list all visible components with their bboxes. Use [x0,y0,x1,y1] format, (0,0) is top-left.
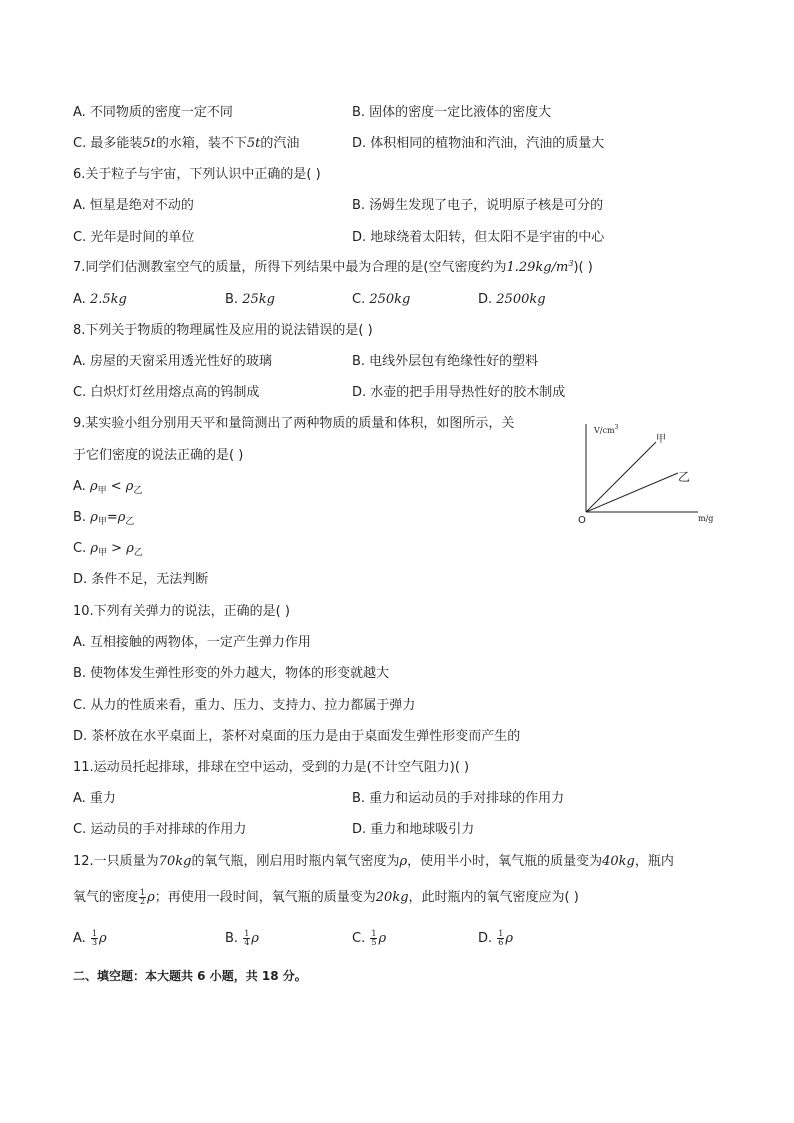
subscript-yi: 乙 [125,517,135,527]
denominator: 6 [498,938,504,947]
rho-symbol: ρ [251,931,259,946]
q7-option-d [478,291,546,309]
q12-stem-line1 [73,853,674,871]
q9-stem-line1: 9.某实验小组分别用天平和量筒测出了两种物质的质量和体积，如图所示，关 [73,416,515,431]
denominator: 4 [244,938,250,947]
denominator: 3 [91,938,98,947]
mass-20kg: 20kg [375,890,409,905]
q6-stem: 6.关于粒子与宇宙，下列认识中正确的是( ) [73,167,321,182]
label: B. [225,931,243,946]
label: A. [73,292,90,307]
q5-option-b: B. 固体的密度一定比液体的密度大 [352,105,552,120]
denominator: 5 [371,938,377,947]
rho-symbol: ρ [117,510,126,525]
math-5t: 5t [246,136,261,151]
rho-symbol: ρ [399,854,408,869]
x-axis-label: m/g [698,514,714,523]
text: 的水箱，装不下 [155,136,247,151]
q8-option-c: C. 白炽灯灯丝用熔点高的钨制成 [73,385,260,400]
q10-option-a: A. 互相接触的两物体，一定产生弹力作用 [73,635,311,650]
q10-option-d: D. 茶杯放在水平桌面上，茶杯对桌面的压力是由于桌面发生弹性形变而产生的 [73,729,521,744]
q7-option-b [225,291,275,309]
text: ，使用半小时，氧气瓶的质量变为 [407,854,603,869]
density-exponent: 3 [568,259,574,268]
rho-symbol: ρ [99,931,107,946]
label: D. [478,931,497,946]
q12-option-c [352,930,386,948]
label: A. [73,479,90,494]
text: 7.同学们估测教室空气的质量，所得下列结果中最为合理的是(空气密度约为 [73,260,507,275]
q11-stem: 11.运动员托起排球，排球在空中运动，受到的力是(不计空气阻力)( ) [73,760,470,775]
text: )( ) [573,260,593,275]
q8-option-a: A. 房屋的天窗采用透光性好的玻璃 [73,354,272,369]
line-jia [586,442,656,512]
q9-option-a [73,478,142,497]
fraction [497,930,504,947]
label: B. [73,510,91,525]
q10-stem: 10.下列有关弹力的说法，正确的是( ) [73,604,290,619]
q7-stem [73,259,593,278]
subscript-jia: 甲 [97,486,107,496]
rho-symbol: ρ [90,541,98,556]
text: ，此时瓶内的氧气密度应为( ) [408,890,579,905]
q6-option-b: B. 汤姆生发现了电子，说明原子核是可分的 [352,198,604,213]
q9-option-c [73,540,143,559]
y-axis-label: $V/cm^3$ [594,424,619,435]
q12-option-d [478,930,513,948]
denominator: 2 [140,897,146,906]
q11-option-a: A. 重力 [73,791,116,806]
q5-option-d: D. 体积相同的植物油和汽油，汽油的质量大 [352,136,605,151]
origin-label: O [578,515,586,526]
q9-option-d: D. 条件不足，无法判断 [73,572,209,587]
line-jia-label: 甲 [656,434,666,445]
q11-option-d: D. 重力和地球吸引力 [352,822,475,837]
numerator: 1 [140,888,146,897]
label: C. [352,292,370,307]
q9-option-b [73,509,134,528]
fraction-half [139,889,146,906]
operator: < [106,479,126,494]
numerator: 1 [91,929,98,938]
q6-option-d: D. 地球绕着太阳转，但太阳不是宇宙的中心 [352,230,605,245]
q5-option-c [73,135,299,153]
mass-40kg: 40kg [602,854,635,869]
q10-option-c: C. 从力的性质来看，重力、压力、支持力、拉力都属于弹力 [73,698,416,713]
q9-volume-mass-graph [576,418,726,526]
q7-option-a [73,291,127,309]
subscript-jia: 甲 [98,548,108,558]
text: ；再使用一段时间，氧气瓶的质量变为 [154,890,376,905]
math-5t: 5t [142,136,156,151]
q12-option-b [225,930,259,948]
q12-stem-line2 [73,889,579,907]
q5-option-a: A. 不同物质的密度一定不同 [73,105,233,120]
q11-option-b: B. 重力和运动员的手对排球的作用力 [352,791,565,806]
q6-option-a: A. 恒星是绝对不动的 [73,198,194,213]
text: 氧气的密度 [73,890,139,905]
label: C. [73,541,91,556]
rho-symbol: ρ [126,541,134,556]
line-yi-label: 乙 [678,470,691,484]
rho-symbol: ρ [89,479,98,494]
rho-symbol: ρ [505,931,514,946]
subscript-yi: 乙 [133,486,143,496]
line-yi [586,473,678,512]
q9-stem-line2: 于它们密度的说法正确的是( ) [73,448,244,463]
q6-option-c: C. 光年是时间的单位 [73,230,195,245]
q8-option-d: D. 水壶的把手用导热性好的胶木制成 [352,385,566,400]
label: D. [478,292,497,307]
subscript-yi: 乙 [133,548,143,558]
section-heading-fill-in: 二、填空题：本大题共 6 小题，共 18 分。 [73,969,307,983]
value: 25kg [242,292,275,307]
fraction [243,930,250,947]
q12-option-a [73,930,107,948]
text: 的氧气瓶，刚启用时瓶内氧气密度为 [191,854,400,869]
subscript-jia: 甲 [97,517,107,527]
text: ，瓶内 [634,854,674,869]
numerator: 1 [371,929,377,938]
rho-symbol: ρ [378,931,387,946]
operator: = [106,510,118,525]
rho-symbol: ρ [147,890,155,905]
text: C. 最多能装 [73,136,143,151]
fraction [370,930,377,947]
rho-symbol: ρ [125,479,134,494]
text: 12.一只质量为 [73,854,159,869]
operator: > [107,541,127,556]
value: 2.5kg [89,292,127,307]
q8-option-b: B. 电线外层包有绝缘性好的塑料 [352,354,539,369]
numerator: 1 [244,929,250,938]
value: 2500kg [496,292,546,307]
fraction [91,930,98,947]
q11-option-c: C. 运动员的手对排球的作用力 [73,822,247,837]
label: B. [225,292,243,307]
mass-70kg: 70kg [158,854,192,869]
label: C. [352,931,370,946]
numerator: 1 [498,929,504,938]
q8-stem: 8.下列关于物质的物理属性及应用的说法错误的是( ) [73,323,373,338]
text: 的汽油 [260,136,300,151]
rho-symbol: ρ [90,510,98,525]
q7-option-c [352,291,410,309]
label: A. [73,931,90,946]
q10-option-b: B. 使物体发生弹性形变的外力越大，物体的形变就越大 [73,666,390,681]
value: 250kg [369,292,411,307]
density-value: 1.29kg/m [506,260,569,275]
